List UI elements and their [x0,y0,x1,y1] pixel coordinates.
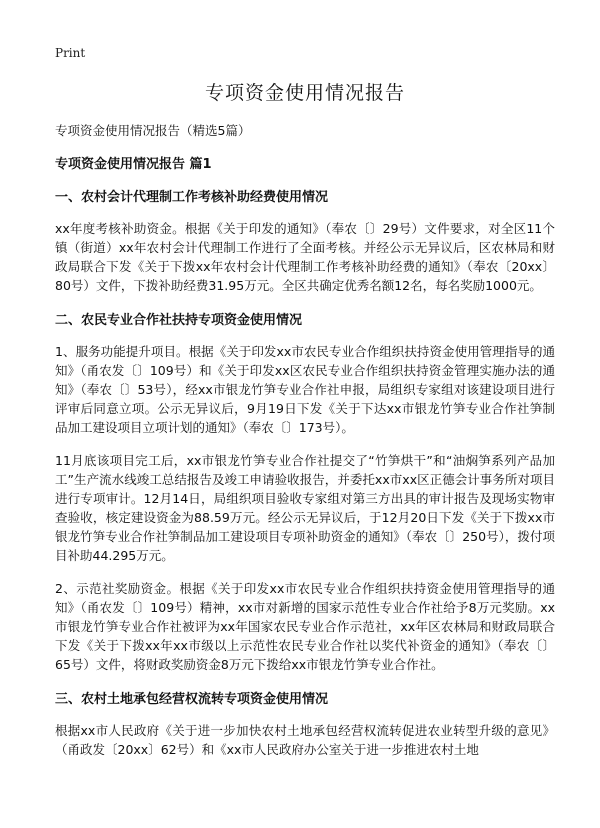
page-title: 专项资金使用情况报告 [204,82,405,104]
section-heading: 三、农村土地承包经营权流转专项资金使用情况 [55,692,329,707]
paragraph: 11月底该项目完工后，xx市银龙竹笋专业合作社提交了“竹笋烘干”和“油焖笋系列产品加工”生产流水线竣工总结报告及竣工申请验收报告，并委托xx市xx区正德会计事务所对项目进行专项审计。12月14日，局组织项目验收专家组对第三方出具的审计报告及现场实物审查验收，核定建设资金为88.59万元。经公示无异议后，于12月20日下发《关于下拨xx市银龙竹笋专业合作社笋制品加工建设项目专项补助资金的通知》（奉农〔〕250号），拨付项目补助44.295万元。 [55,453,555,563]
paragraph: 2、示范社奖励资金。根据《关于印发xx市农民专业合作组织扶持资金使用管理指导的通知》（甬农发〔〕109号）精神，xx市对新增的国家示范性专业合作社给予8万元奖励。xx市银龙竹笋专业合作社被评为xx年国家农民专业合作示范社，xx年区农林局和财政局联合下发《关于下拨xx年xx市级以上示范性农民专业合作社以奖代补资金的通知》（奉农〔〕65号）文件，将财政奖励资金8万元下拨给xx市银龙竹笋专业合作社。 [55,581,555,672]
section-heading: 二、农民专业合作社扶持专项资金使用情况 [55,313,303,328]
print-link[interactable]: Print [55,46,86,60]
section-1 [55,186,555,295]
article-title: 专项资金使用情况报告 篇1 [55,157,212,172]
section-3 [55,688,555,759]
paragraph: 根据xx市人民政府《关于进一步加快农村土地承包经营权流转促进农业转型升级的意见》（甬政发〔20xx〕62号）和《xx市人民政府办公室关于进一步推进农村土地 [55,723,555,757]
paragraph: xx年度考核补助资金。根据《关于印发的通知》（奉农〔〕29号）文件要求，对全区11个镇（街道）xx年农村会计代理制工作进行了全面考核。并经公示无异议后，区农林局和财政局联合下发《关于下拨xx年农村会计代理制工作考核补助经费的通知》（奉农〔20xx〕80号）文件，下拨补助经费31.95万元。全区共确定优秀名额12名，每名奖励1000元。 [55,221,555,293]
section-heading: 一、农村会计代理制工作考核补助经费使用情况 [55,190,329,205]
paragraph: 1、服务功能提升项目。根据《关于印发xx市农民专业合作组织扶持资金使用管理指导的通知》（甬农发〔〕109号）和《关于印发xx区农民专业合作组织扶持资金管理实施办法的通知》（奉农〔〕53号），经xx市银龙竹笋专业合作社申报，局组织专家组对该建设项目进行评审后同意立项。公示无异议后，9月19日下发《关于下达xx市银龙竹笋专业合作社笋制品加工建设项目立项计划的通知》（奉农〔〕173号）。 [55,344,555,435]
section-2 [55,309,555,674]
document-subtitle: 专项资金使用情况报告（精选5篇） [55,123,251,138]
document-body [55,78,555,773]
